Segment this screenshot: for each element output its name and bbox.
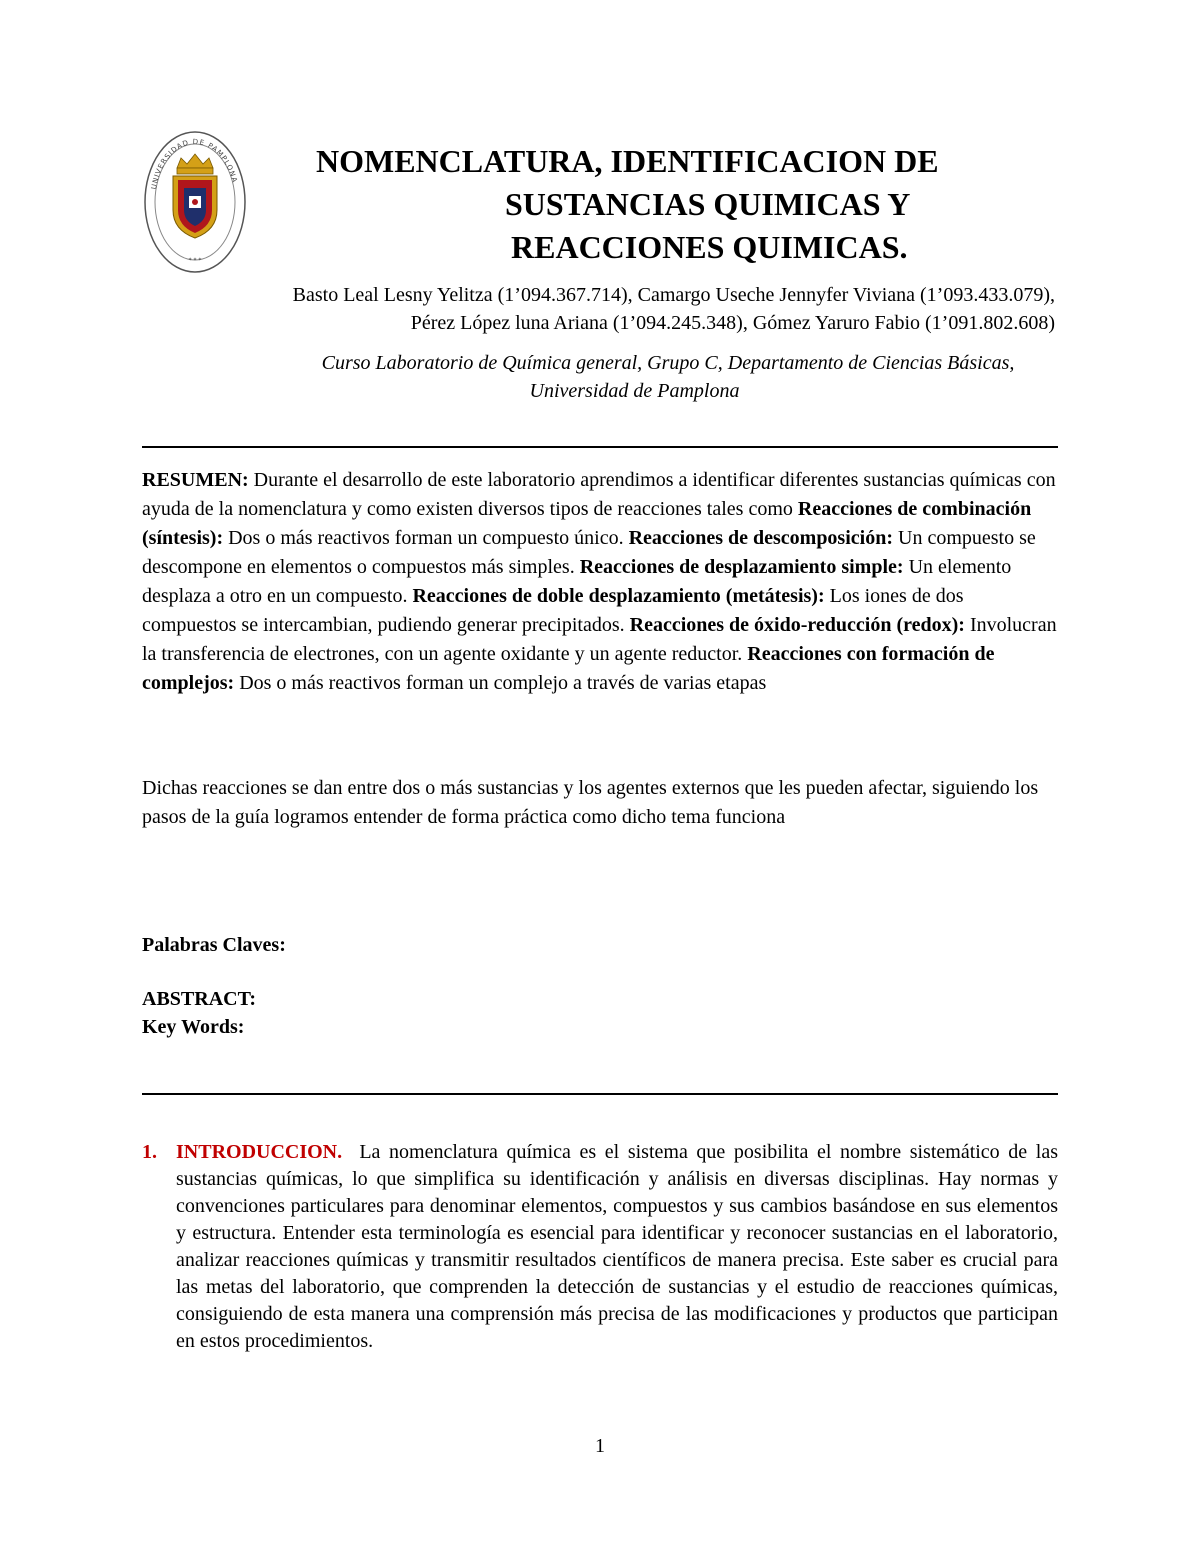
reaction-type-single-displacement: Reacciones de desplazamiento simple:: [579, 556, 904, 578]
resumen-paragraph-2: Dichas reacciones se dan entre dos o más sustancias y los agentes externos que les pueden afectar, siguiendo los pasos de la guía logramos entender de forma práctica como dicho tema funciona: [142, 777, 1039, 828]
resumen-section: [142, 466, 1058, 698]
introduction-section: [142, 1139, 1058, 1355]
affiliation-line-1: Curso Laboratorio de Química general, Grupo C, Departamento de Ciencias Básicas,: [321, 352, 1015, 374]
resumen-text: Dos o más reactivos forman un complejo a través de varias etapas: [234, 672, 767, 694]
resumen-text: Durante el desarrollo de este laboratorio aprendimos a identificar diferentes sustancias químicas con ayuda de la nomenclatura y como existen diversos tipos de reacciones tales como: [142, 469, 1056, 520]
resumen-text: Involucran la transferencia de electrones, con un agente oxidante y un agente reductor.: [142, 614, 1057, 665]
palabras-claves-label: Palabras Claves:: [142, 934, 286, 956]
title-line-1: NOMENCLATURA, IDENTIFICACION DE: [316, 143, 939, 179]
resumen-paragraph: [142, 466, 1058, 698]
affiliation-block: [150, 349, 1186, 405]
key-words-label: Key Words:: [142, 1016, 245, 1038]
resumen-text: Un elemento desplaza a otro en un compuesto.: [142, 556, 1012, 607]
abstract-label: ABSTRACT:: [142, 988, 257, 1010]
reaction-type-combination: Reacciones de combinación (síntesis):: [142, 498, 1032, 549]
bottom-divider: [142, 1093, 1058, 1095]
title-line-3: REACCIONES QUIMICAS.: [511, 229, 908, 265]
authors-block: [100, 281, 1055, 337]
top-divider: [142, 446, 1058, 448]
page-number: 1: [595, 1435, 605, 1457]
introduction-text: La nomenclatura química es el sistema que posibilita el nombre sistemático de las sustancias químicas, lo que simplifica su identificación y análisis en diversas disciplinas. Hay normas y convenciones particulares para denominar elementos, compuestos y sus cambios basándose en sus elementos y estructura. Entender esta terminología es esencial para identificar y reconocer sustancias en el laboratorio, analizar reacciones químicas y transmitir resultados científicos de manera precisa. Este saber es crucial para las metas del laboratorio, que comprenden la detección de sustancias y el estudio de reacciones químicas, consiguiendo de esta manera una comprensión más precisa de las modificaciones y productos que participan en estos procedimientos.: [176, 1141, 1058, 1352]
authors-line-2: Pérez López luna Ariana (1’094.245.348), Gómez Yaruro Fabio (1’091.802.608): [410, 312, 1055, 334]
section-number: 1.: [142, 1141, 157, 1163]
reaction-type-redox: Reacciones de óxido-reducción (redox):: [629, 614, 965, 636]
svg-text:UNIVERSIDAD DE PAMPLONA: UNIVERSIDAD DE PAMPLONA: [149, 137, 239, 191]
reaction-type-double-displacement: Reacciones de doble desplazamiento (metátesis):: [412, 585, 825, 607]
reaction-type-decomposition: Reacciones de descomposición:: [628, 527, 893, 549]
authors-line-1: Basto Leal Lesny Yelitza (1’094.367.714), Camargo Useche Jennyfer Viviana (1’093.433.079),: [292, 284, 1055, 306]
university-seal-logo: [143, 130, 247, 275]
resumen-text: Dos o más reactivos forman un compuesto único.: [223, 527, 629, 549]
resumen-label: RESUMEN:: [142, 469, 249, 491]
affiliation-line-2: Universidad de Pamplona: [529, 380, 740, 402]
document-title: [270, 140, 1060, 269]
svg-text:* * *: * * *: [188, 257, 202, 264]
introduction-paragraph: [176, 1139, 1058, 1355]
introduction-heading: INTRODUCCION.: [176, 1141, 343, 1163]
reaction-type-complex: Reacciones con formación de complejos:: [142, 643, 995, 694]
resumen-text: Un compuesto se descompone en elementos o compuestos más simples.: [142, 527, 1036, 578]
resumen-text: Los iones de dos compuestos se intercambian, pudiendo generar precipitados.: [142, 585, 964, 636]
title-line-2: SUSTANCIAS QUIMICAS Y: [505, 186, 911, 222]
